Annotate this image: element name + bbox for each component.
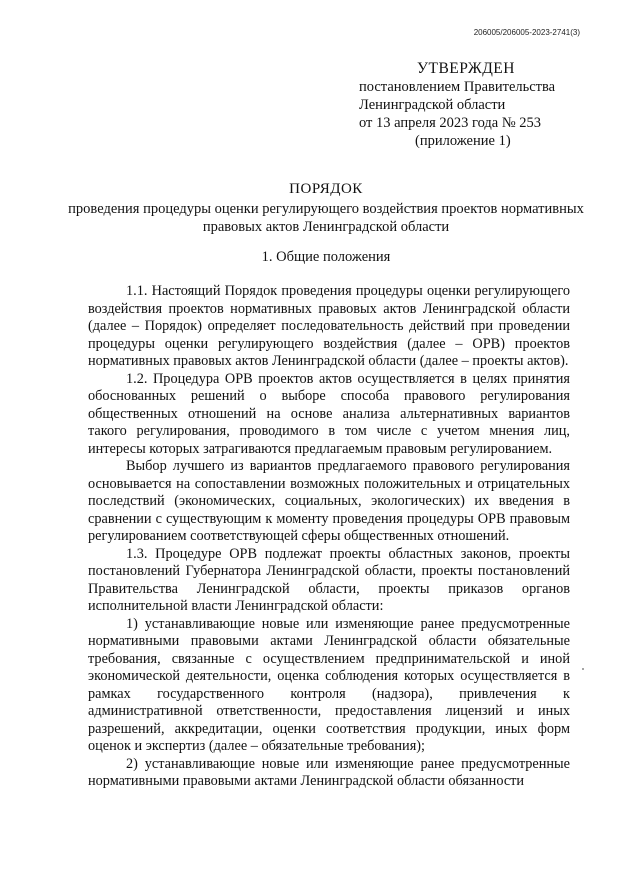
document-title: ПОРЯДОК — [289, 181, 363, 197]
document-subtitle: проведения процедуры оценки регулирующего воздействия проектов нормативных правовых актов Ленинградской области — [68, 201, 584, 235]
document-body — [88, 283, 570, 791]
document-header — [60, 180, 592, 236]
document-id: 206005/206005-2023-2741(3) — [473, 28, 580, 37]
approval-line: постановлением Правительства — [359, 79, 556, 95]
paragraph: Выбор лучшего из вариантов предлагаемого правового регулирования основывается на сопоставлении возможных положительных и отрицательных последствий (экономических, социальных, экологических) их введения в сравнении с существующим к моменту проведения процедуры ОРВ правовым регулированием соответствующей сферы общественных отношений. — [88, 458, 570, 544]
scan-speck — [582, 668, 584, 670]
paragraph: 1.3. Процедуре ОРВ подлежат проекты областных законов, проекты постановлений Губернатора Ленинградской области, проекты постановлений Правительства Ленинградской области, проекты приказов органов исполнительной власти Ленинградской области: — [88, 545, 570, 614]
approval-date: от 13 апреля 2023 года № 253 — [359, 115, 542, 131]
paragraph: 2) устанавливающие новые или изменяющие ранее предусмотренные нормативными правовыми актами Ленинградской области обязанности — [88, 755, 570, 789]
approval-title: УТВЕРЖДЕН — [417, 60, 515, 77]
approval-block — [359, 60, 599, 150]
paragraph: 1.1. Настоящий Порядок проведения процедуры оценки регулирующего воздействия проектов нормативных правовых актов Ленинградской области (далее – Порядок) определяет последовательность действий при проведении процедуры оценки регулирующего воздействия (далее – ОРВ) проектов нормативных правовых актов Ленинградской области (далее – проекты актов). — [88, 283, 570, 369]
approval-line: Ленинградской области — [359, 97, 506, 113]
approval-appendix: (приложение 1) — [415, 133, 511, 149]
section-title: 1. Общие положения — [261, 249, 391, 265]
paragraph: 1) устанавливающие новые или изменяющие ранее предусмотренные нормативными правовыми актами Ленинградской области обязательные требования, связанные с осуществлением предпринимательской и иной экономической деятельности, оценка соблюдения которых осуществляется в рамках государственного контроля (надзора), привлечения к административной ответственности, предоставления лицензий и иных разрешений, аккредитации, оценки соответствия продукции, иных форм оценок и экспертиз (далее – обязательные требования); — [88, 615, 570, 754]
paragraph: 1.2. Процедура ОРВ проектов актов осуществляется в целях принятия обоснованных решений о выборе способа правового регулирования общественных отношений на основе анализа альтернативных вариантов такого регулирования, проводимого в том числе с учетом мнения лиц, интересы которых затрагиваются предлагаемым правовым регулированием. — [88, 370, 570, 457]
